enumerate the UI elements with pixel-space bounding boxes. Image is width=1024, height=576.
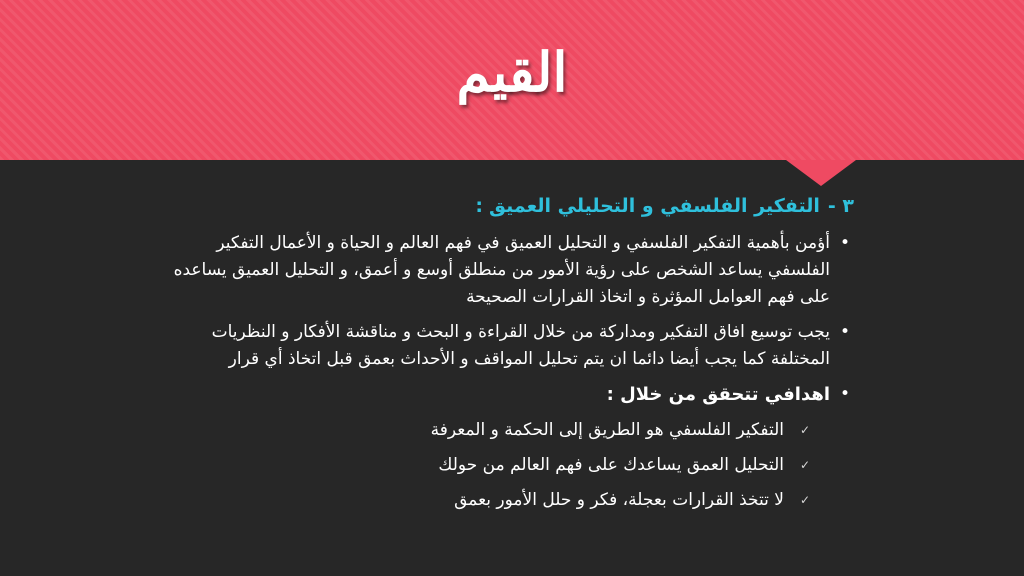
- slide-content: [164, 192, 854, 522]
- checkmark-icon: ✓: [799, 458, 811, 472]
- bullet-item: [164, 230, 854, 311]
- checkmark-icon: ✓: [799, 423, 811, 437]
- goal-text: لا تتخذ القرارات بعجلة، فكر و حلل الأمور بعمق: [454, 490, 784, 510]
- section-heading: [164, 192, 854, 220]
- goal-text: التفكير الفلسفي هو الطريق إلى الحكمة و المعرفة: [430, 420, 784, 440]
- banner-pointer: [786, 160, 856, 186]
- goal-item: [164, 452, 814, 479]
- bullet-text: يجب توسيع افاق التفكير ومداركة من خلال القراءة و البحث و مناقشة الأفكار و النظريات المختلفة كما يجب أيضا دائما ان يتم تحليل المواقف و الأحداث بعمق قبل اتخاذ أي قرار: [211, 322, 830, 369]
- goals-intro-text: اهدافي تتحقق من خلال :: [606, 384, 830, 405]
- bullet-item: [164, 381, 854, 409]
- checkmark-icon: ✓: [799, 493, 811, 507]
- goals-list: [164, 417, 854, 514]
- goal-text: التحليل العمق يساعدك على فهم العالم من حولك: [438, 455, 784, 475]
- bullet-icon: •: [839, 322, 851, 342]
- section-number: ٣ -: [827, 195, 854, 217]
- bullet-item: [164, 319, 854, 373]
- bullet-icon: •: [839, 384, 851, 404]
- bullet-text: أؤمن بأهمية التفكير الفلسفي و التحليل العميق في فهم العالم و الحياة و الأعمال التفكير الفلسفي يساعد الشخص على رؤية الأمور من منطلق أوسع و أعمق، و التحليل العميق يساعده على فهم العوامل المؤثرة و اتخاذ القرارات الصحيحة: [173, 233, 830, 307]
- goal-item: [164, 417, 814, 444]
- bullet-icon: •: [839, 233, 851, 253]
- bullet-list: [164, 230, 854, 409]
- goal-item: [164, 487, 814, 514]
- section-heading-colon: :: [475, 195, 484, 217]
- section-heading-text: التفكير الفلسفي و التحليلي العميق: [489, 195, 820, 217]
- slide-title: القيم: [456, 40, 568, 104]
